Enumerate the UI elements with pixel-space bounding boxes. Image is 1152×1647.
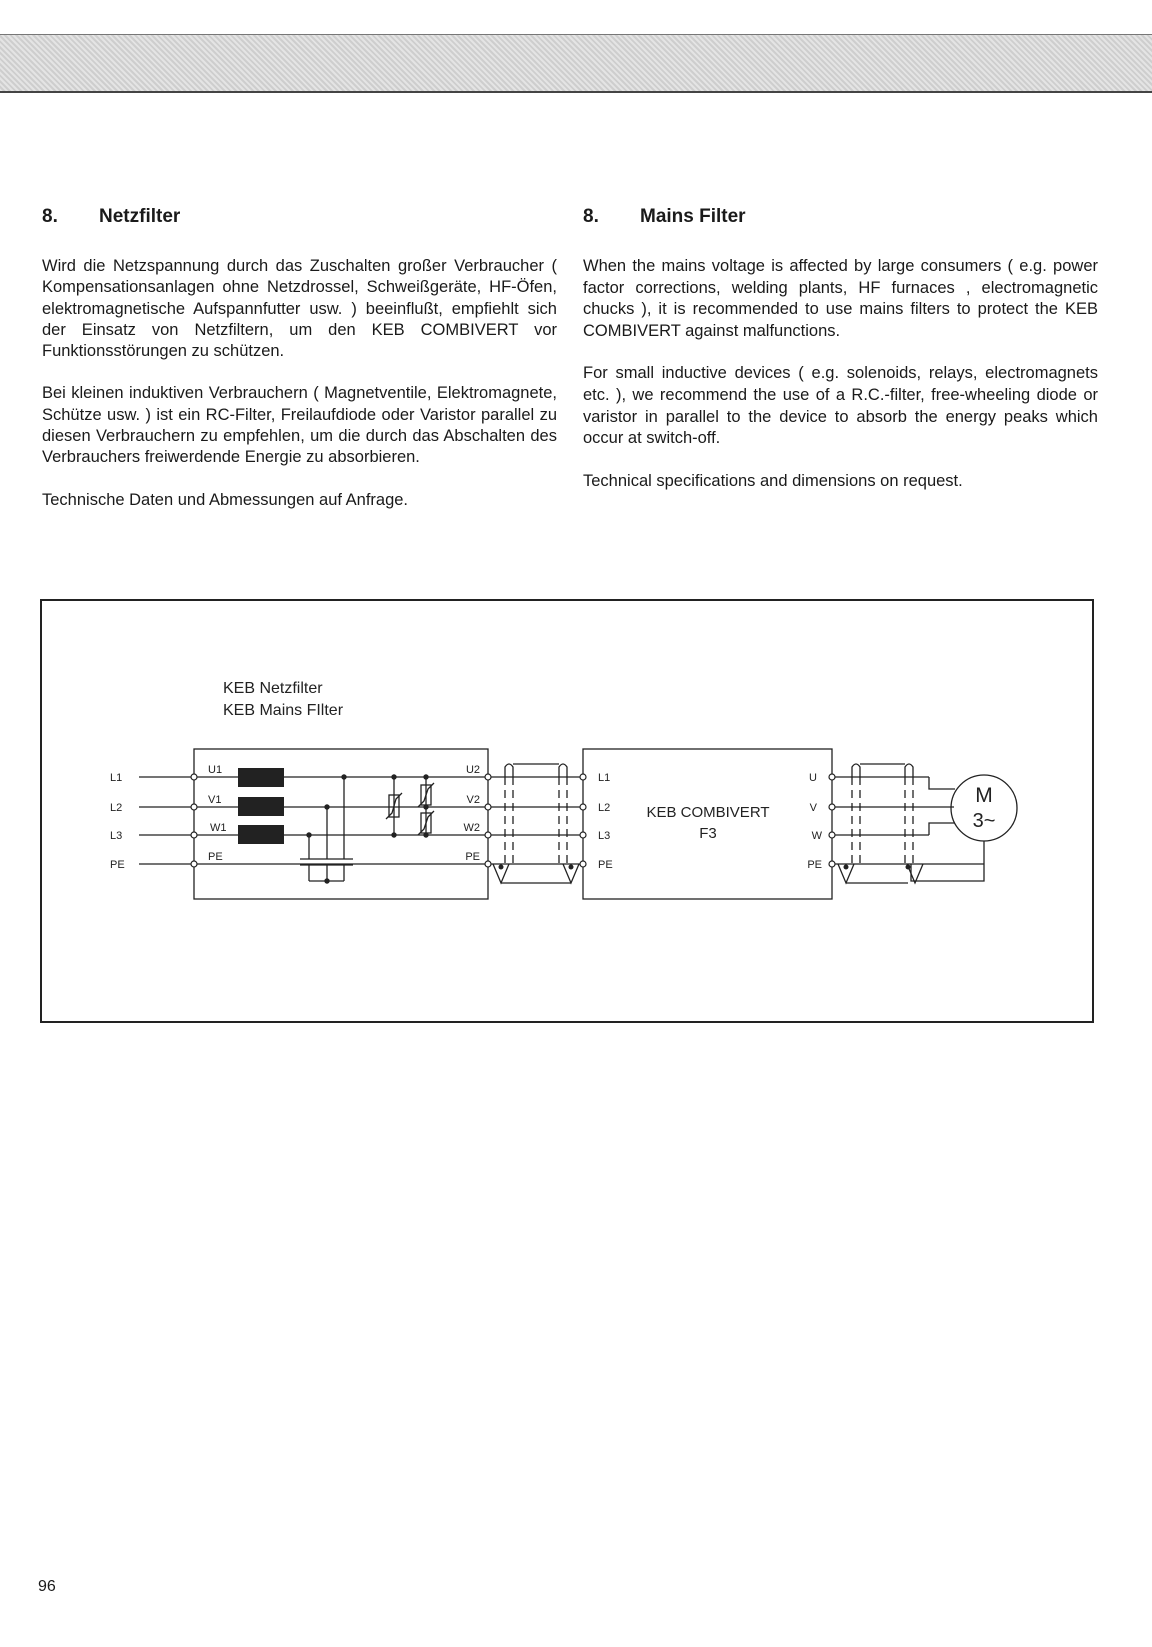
german-heading <box>42 206 557 230</box>
filter-title-german: KEB Netzfilter <box>223 680 323 697</box>
german-paragraph-1: Wird die Netzspannung durch das Zuschalten großer Verbraucher ( Kompensationsanlagen ohne Netzdrossel, Schweißgeräte, HF-Öfen, elektromagnetische Aufspannfutter usw. ) beeinflußt, empfiehlt sich der Einsatz von Netzfiltern, um den KEB COMBIVERT vor Funktionsstörungen zu schützen. <box>42 257 557 361</box>
inverter-input-l3: L3 <box>598 830 611 842</box>
mains-label-l2: L2 <box>110 802 123 814</box>
filter-input-pe: PE <box>208 851 223 863</box>
english-heading <box>583 206 1098 230</box>
inverter-input-l2: L2 <box>598 802 611 814</box>
inverter-output-w: W <box>811 830 822 842</box>
filter-input-u1: U1 <box>208 764 223 776</box>
filter-output-w2: W2 <box>463 822 480 834</box>
english-column <box>583 206 1098 513</box>
wiring-diagram-frame <box>40 599 1094 1023</box>
filter-title-english: KEB Mains FIlter <box>223 702 344 719</box>
filter-output-pe: PE <box>465 851 480 863</box>
inverter-output-v: V <box>809 802 817 814</box>
filter-output-v2: V2 <box>466 794 480 806</box>
mains-label-pe: PE <box>110 859 125 871</box>
inverter-name: KEB COMBIVERT <box>646 804 770 821</box>
filter-input-v1: V1 <box>208 794 222 806</box>
english-section-number: 8. <box>583 206 599 227</box>
motor-phase-label: 3~ <box>972 810 996 832</box>
inverter-output-u: U <box>809 772 817 784</box>
mains-label-l1: L1 <box>110 772 123 784</box>
filter-input-w1: W1 <box>210 822 227 834</box>
english-paragraph-1: When the mains voltage is affected by large consumers ( e.g. power factor corrections, welding plants, HF furnaces , electromagnetic chucks ), it is recommended to use mains filters to protect the KEB COMBIVERT against malfunctions. <box>583 257 1098 340</box>
inverter-model: F3 <box>699 825 717 842</box>
german-section-number: 8. <box>42 206 58 227</box>
combivert-box <box>583 749 832 899</box>
header-band <box>0 34 1152 93</box>
english-paragraph-2: For small inductive devices ( e.g. solenoids, relays, electromagnets etc. ), we recommend the use of a R.C.-filter, free-wheeling diode or varistor in parallel to the device to absorb the energy peaks which occur at switch-off. <box>583 364 1098 448</box>
german-column <box>42 206 557 532</box>
filter-output-u2: U2 <box>465 764 480 776</box>
wiring-diagram <box>42 601 1092 1021</box>
german-paragraph-3: Technische Daten und Abmessungen auf Anfrage. <box>42 490 409 509</box>
mains-label-l3: L3 <box>110 830 123 842</box>
motor-label: M <box>975 784 993 807</box>
page-number: 96 <box>38 1578 56 1595</box>
inverter-input-pe: PE <box>598 859 613 871</box>
english-section-title: Mains Filter <box>640 206 746 227</box>
english-paragraph-3: Technical specifications and dimensions on request. <box>583 471 963 490</box>
german-section-title: Netzfilter <box>99 206 181 227</box>
inverter-input-l1: L1 <box>598 772 611 784</box>
inverter-output-pe: PE <box>807 859 822 871</box>
german-paragraph-2: Bei kleinen induktiven Verbrauchern ( Magnetventile, Elektromagnete, Schütze usw. ) ist ein RC-Filter, Freilaufdiode oder Varistor parallel zu diesen Verbrauchern zu empfehlen, um die durch das Abschalten des Verbrauchers freiwerdende Energie zu absorbieren. <box>42 384 557 467</box>
